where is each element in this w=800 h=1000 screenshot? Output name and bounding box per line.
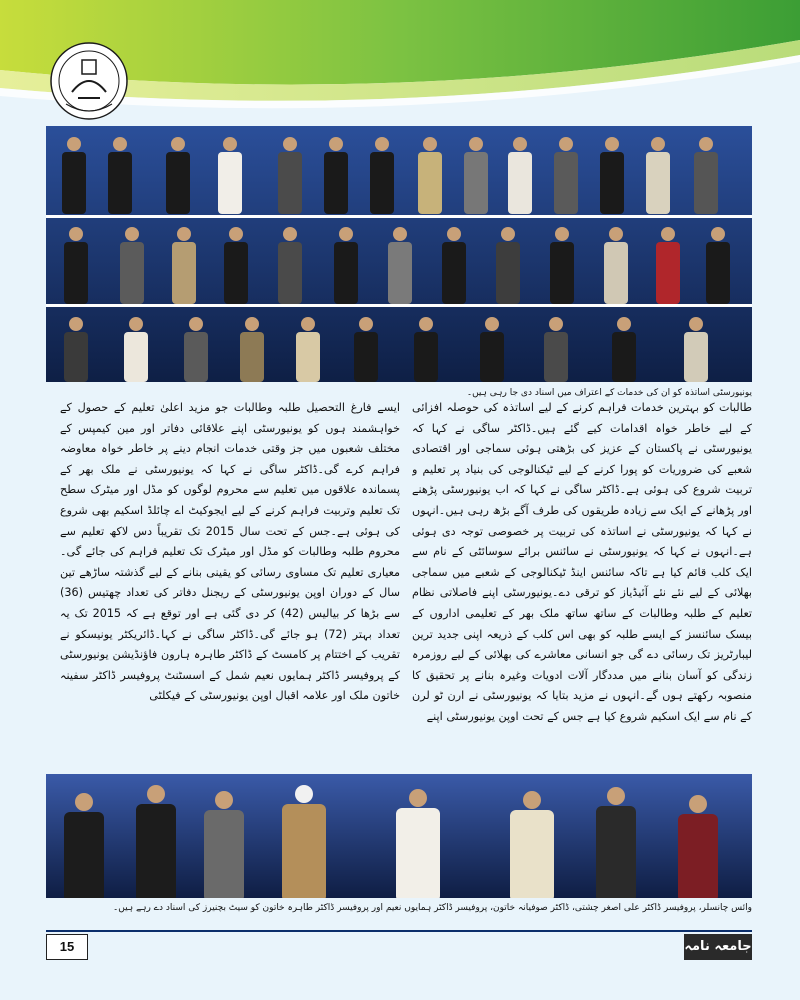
bottom-photo-caption: وائس چانسلر، پروفیسر ڈاکٹر علی اصغر چشتی، ڈاکٹر صوفیانہ خاتون، پروفیسر ڈاکٹر ہمایوں نعیم اور پروفیسر ڈاکٹر طاہرہ خاتون کو سیٹ بچنیرز کی اسناد دے رہے ہیں۔	[113, 903, 752, 913]
award-presentation-photo	[46, 774, 752, 898]
page-number: 15	[46, 934, 88, 960]
seal-icon	[48, 40, 130, 122]
article-column-right: طالبات کو بہترین خدمات فراہم کرنے کے لیے اساتذہ کی حوصلہ افزائی کے لیے خاطر خواہ اقدامات کیے گئے ہیں۔ڈاکٹر ساگی نے کہا کہ یونیورسٹی نے پاکستان کے عزیز کی بڑھتی ہوئی سماجی اور اقتصادی شعبے کی ضروریات کو پورا کرنے کے لیے ٹیکنالوجی کی بنیاد پر تعلیم و تربیت شروع کی ہوئی ہے۔ڈاکٹر ساگی نے کہا کہ اب یونیورسٹی پڑھنے اور پڑھانے کے ایک سے زیادہ طریقوں کی طرف آگے بڑھ رہی ہیں۔انہوں نے کہا کہ یونیورسٹی نے اساتذہ کی تربیت پر خصوصی توجہ دی ہوئی ہے۔انہوں نے کہا کہ یونیورسٹی نے سائنس برائے سوسائٹی کے نام سے ایک کلب قائم کیا ہے تاکہ سائنس اینڈ ٹیکنالوجی کے شعبے میں سماجی بھلائی کے لیے نئے نئے آئیڈیاز کو ترقی دے۔یونیورسٹی اپنے فاصلاتی نظام تعلیم کے طلبہ وطالبات کے ساتھ ساتھ ملک بھر کے تعلیمی اداروں کے بیسک سائنسز کے ایسے طلبہ کو بھی اس کلب کے ذریعہ اپنی جدید ترین لیبارٹریز تک رسائی دے گی جو انسانی معاشرے کی بھلائی کے لیے روزمرہ زندگی کو آسان بنانے میں مددگار آلات ادویات وغیرہ بنانے پر تحقیق کا منصوبہ رکھتے ہوں گے۔انہوں نے مزید بتایا کہ یونیورسٹی نے ارن ٹو لرن کے نام سے ایک اسکیم شروع کیا ہے جس کے تحت اوپن یونیورسٹی اپنے	[412, 401, 752, 723]
award-ceremony-photo-collage	[46, 126, 752, 382]
photo-collage-grid	[46, 126, 752, 382]
top-photo-caption: یونیورسٹی اساتذہ کو ان کی خدمات کے اعتراف میں اسناد دی جا رہی ہیں۔	[466, 388, 752, 398]
magazine-title: جامعہ نامہ	[684, 934, 752, 960]
presentation-photo-graphic	[46, 774, 752, 898]
article-column-left: ایسے فارغ التحصیل طلبہ وطالبات جو مزید اعلیٰ تعلیم کے حصول کے خواہشمند ہوں کو یونیورسٹی اپنے علاقائی دفاتر اور مین کیمپس کے مختلف شعبوں میں جز وقتی خدمات انجام دینے پر خاطر خواہ معاوضہ فراہم کرے گی۔ڈاکٹر ساگی نے کہا کہ یونیورسٹی نے ملک بھر کے پسماندہ علاقوں میں تعلیم سے محروم لوگوں کو مڈل اور میٹرک سطح تک تعلیم وتربیت فراہم کرنے کے لیے ایجوکیٹ اے چائلڈ اسکیم بھی شروع کی ہوئی ہے۔جس کے تحت سال 2015 تک تقریباً دس لاکھ تعلیم سے محروم طلبہ وطالبات کو مڈل اور میٹرک تک تعلیم فراہم کی جائے گی۔معیاری تعلیم تک مساوی رسائی کو یقینی بنانے کے لیے گذشتہ ساڑھے تین سال کے دوران اوپن یونیورسٹی کے ریجنل دفاتر کی تعداد چھتیس (36) سے بڑھا کر بیالیس (42) کر دی گئی ہے اور توقع ہے کہ 2015 تک یہ تعداد بہتر (72) ہو جائے گی۔ڈاکٹر ساگی نے کہا۔ڈائریکٹر یونیسکو نے تقریب کے اختتام پر کامسٹ کے ڈاکٹر طاہرہ ہارون فاؤنڈیشن یونیورسٹی کے پروفیسر ڈاکٹر ہمایوں نعیم شمل کے اسسٹنٹ پروفیسر ڈاکٹر سفینہ خاتون ملک اور علامہ اقبال اوپن یونیورسٹی کے فیکلٹی	[60, 401, 400, 703]
university-seal-logo	[48, 40, 130, 122]
footer-divider	[46, 930, 752, 932]
